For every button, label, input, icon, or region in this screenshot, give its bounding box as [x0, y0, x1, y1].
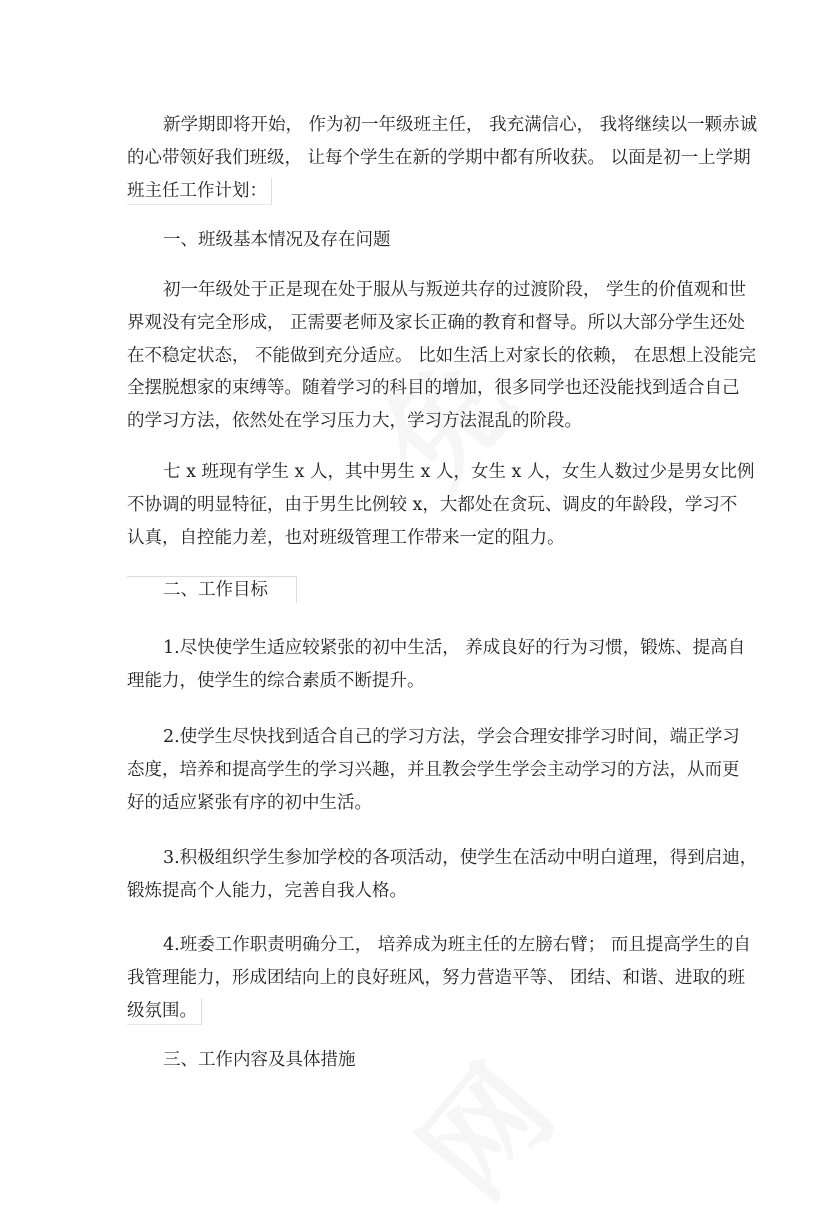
class-stats-paragraph [127, 456, 755, 554]
text-line: 锻炼提高个人能力，完善自我人格。 [127, 880, 407, 901]
text-line: 的心带领好我们班级， 让每个学生在新的学期中都有所收获。 以面是初一上学期 [127, 147, 751, 168]
section-heading-2 [127, 574, 711, 607]
text-line: 班主任工作计划： [127, 178, 272, 205]
text-line: 1.尽快使学生适应较紧张的初中生活， 养成良好的行为习惯，锻炼、提高自 [163, 638, 746, 658]
goal-2 [127, 721, 740, 819]
heading-text: 二、工作目标 [127, 576, 297, 603]
heading-text: 一、班级基本情况及存在问题 [163, 230, 391, 250]
situation-paragraph [127, 274, 757, 438]
text-line: 认真，自控能力差，也对班级管理工作带来一定的阻力。 [127, 527, 565, 548]
text-line: 七 x 班现有学生 x 人，其中男生 x 人，女生 x 人，女生人数过少是男女比例 [163, 462, 755, 482]
goal-4 [127, 929, 751, 1027]
text-line: 理能力，使学生的综合素质不断提升。 [127, 670, 425, 691]
text-line: 的学习方法，依然处在学习压力大，学习方法混乱的阶段。 [127, 411, 582, 432]
text-line: 2.使学生尽快找到适合自己的学习方法，学会合理安排学习时间，端正学习 [163, 727, 740, 747]
text-line: 全摆脱想家的束缚等。随着学习的科目的增加，很多同学也还没能找到适合自己 [127, 378, 740, 399]
section-heading-1 [127, 224, 711, 257]
text-line: 我管理能力，形成团结向上的良好班风，努力营造平等、 团结、和谐、进取的班 [127, 967, 746, 988]
text-line: 态度，培养和提高学生的学习兴趣，并且教会学生学会主动学习的方法，从而更 [127, 759, 740, 780]
text-line: 级氛围。 [127, 998, 202, 1025]
text-line: 新学期即将开始， 作为初一年级班主任， 我充满信心， 我将继续以一颗赤诚 [163, 115, 758, 135]
text-line: 在不稳定状态， 不能做到充分适应。 比如生活上对家长的依赖， 在思想上没能完 [127, 345, 757, 366]
text-line: 好的适应紧张有序的初中生活。 [127, 792, 372, 813]
goal-1 [127, 632, 746, 698]
goal-3 [127, 842, 758, 908]
intro-paragraph [127, 109, 758, 207]
text-line: 3.积极组织学生参加学校的各项活动，使学生在活动中明白道理，得到启迪， [163, 848, 758, 868]
text-line: 界观没有完全形成， 正需要老师及家长正确的教育和督导。所以大部分学生还处 [127, 312, 746, 333]
text-line: 4.班委工作职责明确分工， 培养成为班主任的左膀右臂； 而且提高学生的自 [163, 935, 751, 955]
heading-text: 三、工作内容及具体措施 [163, 1050, 356, 1070]
text-line: 初一年级处于正是现在处于服从与叛逆共存的过渡阶段， 学生的价值观和世 [163, 280, 747, 300]
section-heading-3 [127, 1044, 711, 1077]
text-line: 不协调的明显特征，由于男生比例较 x，大都处在贪玩、调皮的年龄段，学习不 [127, 494, 738, 515]
